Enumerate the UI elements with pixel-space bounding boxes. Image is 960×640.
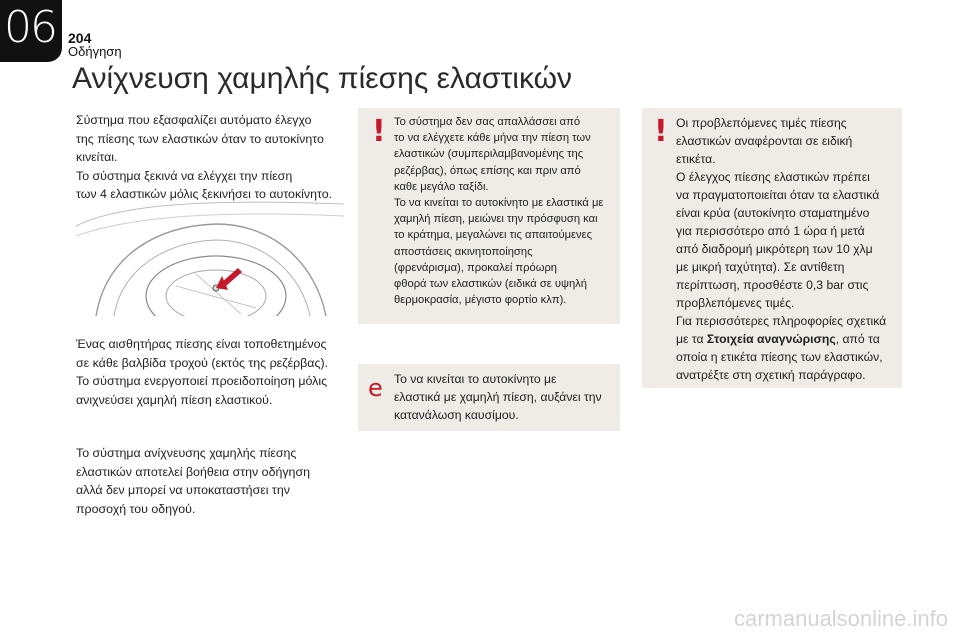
- watermark-footer: carmanualsonline.info: [733, 606, 948, 631]
- section-name: Οδήγηση: [68, 44, 122, 59]
- text-line: Ένας αισθητήρας πίεσης είναι τοποθετημένος: [76, 337, 327, 351]
- text-line: Το να κινείται το αυτοκίνητο με ελαστικά με: [394, 197, 604, 210]
- text-line: προβλεπόμενες τιμές.: [676, 296, 795, 310]
- text-line: περίπτωση, προσθέστε 0,3 bar στις: [676, 278, 869, 292]
- warning-text: [394, 114, 618, 308]
- text-line: καθε μεγάλο ταξίδι.: [394, 180, 489, 193]
- text-line: Το σύστημα ανίχνευσης χαμηλής πίεσης: [76, 446, 297, 460]
- text-line: φθορά των ελαστικών (ειδικά σε υψηλή: [394, 278, 587, 291]
- text-line: [676, 330, 900, 348]
- warning-exclamation-icon: !: [654, 114, 668, 149]
- text-line: το να ελέγχετε κάθε μήνα την πίεση των: [394, 132, 591, 145]
- text-line: ρεζέρβας), όπως επίσης και πριν από: [394, 164, 581, 177]
- text-line: χαμηλή πίεση, μειώνει την πρόσφυση και: [394, 213, 598, 226]
- text-line: να πραγματοποιείται όταν τα ελαστικά: [676, 188, 880, 202]
- warning-box-pressure-values: [642, 108, 902, 388]
- assist-paragraph: [76, 444, 346, 518]
- intro-paragraph: [76, 111, 346, 204]
- text-line: Το να κινείται το αυτοκίνητο με: [394, 372, 557, 386]
- eco-box-fuel-consumption: [358, 364, 620, 431]
- chapter-tab: [0, 0, 62, 62]
- text-line: ελαστικά με χαμηλή πίεση, αυξάνει την: [394, 390, 602, 404]
- cross-reference-link[interactable]: Στοιχεία αναγνώρισης: [706, 332, 836, 346]
- text-line: Οι προβλεπόμενες τιμές πίεσης: [676, 116, 847, 130]
- text-line: ελαστικών αποτελεί βοήθεια στην οδήγηση: [76, 464, 310, 479]
- text-line: ετικέτα.: [676, 152, 716, 166]
- text-line: ελαστικών αναφέρονται σε ειδική: [676, 134, 853, 148]
- eco-text: [394, 370, 616, 424]
- text-line: προσοχή του οδηγού.: [76, 501, 196, 516]
- text-line: θερμοκρασία, μέγιστο φορτίο κλπ).: [394, 294, 567, 307]
- text-line: από διαδρομή μικρότερη των 10 χλμ: [676, 242, 873, 256]
- page-number: 204: [68, 30, 92, 46]
- chapter-number: 06: [4, 2, 56, 53]
- text-line: ανιχνεύσει χαμηλή πίεση ελαστικού.: [76, 392, 273, 407]
- text-line: Σύστημα που εξασφαλίζει αυτόματο έλεγχο: [76, 113, 312, 127]
- text-line: Ο έλεγχος πίεσης ελαστικών πρέπει: [676, 170, 870, 184]
- text-line: της πίεσης των ελαστικών όταν το αυτοκίνητο: [76, 131, 324, 146]
- text-line: Το σύστημα δεν σας απαλλάσσει από: [394, 116, 581, 128]
- sensor-paragraph: [76, 335, 346, 409]
- ref-lead: με τα: [676, 332, 707, 346]
- warning-box-monthly-check: [358, 108, 620, 324]
- text-line: Το σύστημα ενεργοποιεί προειδοποίηση μόλις: [76, 374, 328, 388]
- warning-text: [676, 114, 900, 384]
- page-title: Ανίχνευση χαμηλής πίεσης ελαστικών: [72, 62, 573, 95]
- text-line: κατανάλωση καυσίμου.: [394, 408, 519, 422]
- text-line: Για περισσότερες πληροφορίες σχετικά: [676, 314, 887, 328]
- text-line: το κράτημα, μεγαλώνει τις απαιτούμενες: [394, 229, 593, 242]
- text-line: ανατρέξτε στη σχετική παράγραφο.: [676, 368, 866, 382]
- ref-rest: , από τα: [835, 332, 880, 346]
- text-line: αποστάσεις ακινητοποίησης: [394, 245, 533, 258]
- text-line: Το σύστημα ξεκινά να ελέγχει την πίεση: [76, 168, 293, 183]
- text-line: αλλά δεν μπορεί να υποκαταστήσει την: [76, 483, 290, 497]
- text-line: κινείται.: [76, 150, 118, 164]
- text-line: με μικρή ταχύτητα). Σε αντίθετη: [676, 260, 845, 274]
- eco-driving-icon: e: [368, 374, 383, 402]
- text-line: (φρενάρισμα), προκαλεί πρόωρη: [394, 261, 558, 274]
- text-line: ελαστικών (συμπεριλαμβανομένης της: [394, 148, 584, 161]
- text-line: οποία η ετικέτα πίεσης των ελαστικών,: [676, 350, 883, 364]
- text-line: των 4 ελαστικών μόλις ξεκινήσει το αυτοκίνητο.: [76, 187, 333, 201]
- tire-valve-illustration: [76, 196, 344, 316]
- text-line: σε κάθε βαλβίδα τροχού (εκτός της ρεζέρβας).: [76, 355, 329, 370]
- text-line: για περισσότερο από 1 ώρα ή μετά: [676, 224, 865, 238]
- warning-exclamation-icon: !: [372, 114, 386, 149]
- text-line: είναι κρύα (αυτοκίνητο σταματημένο: [676, 206, 870, 220]
